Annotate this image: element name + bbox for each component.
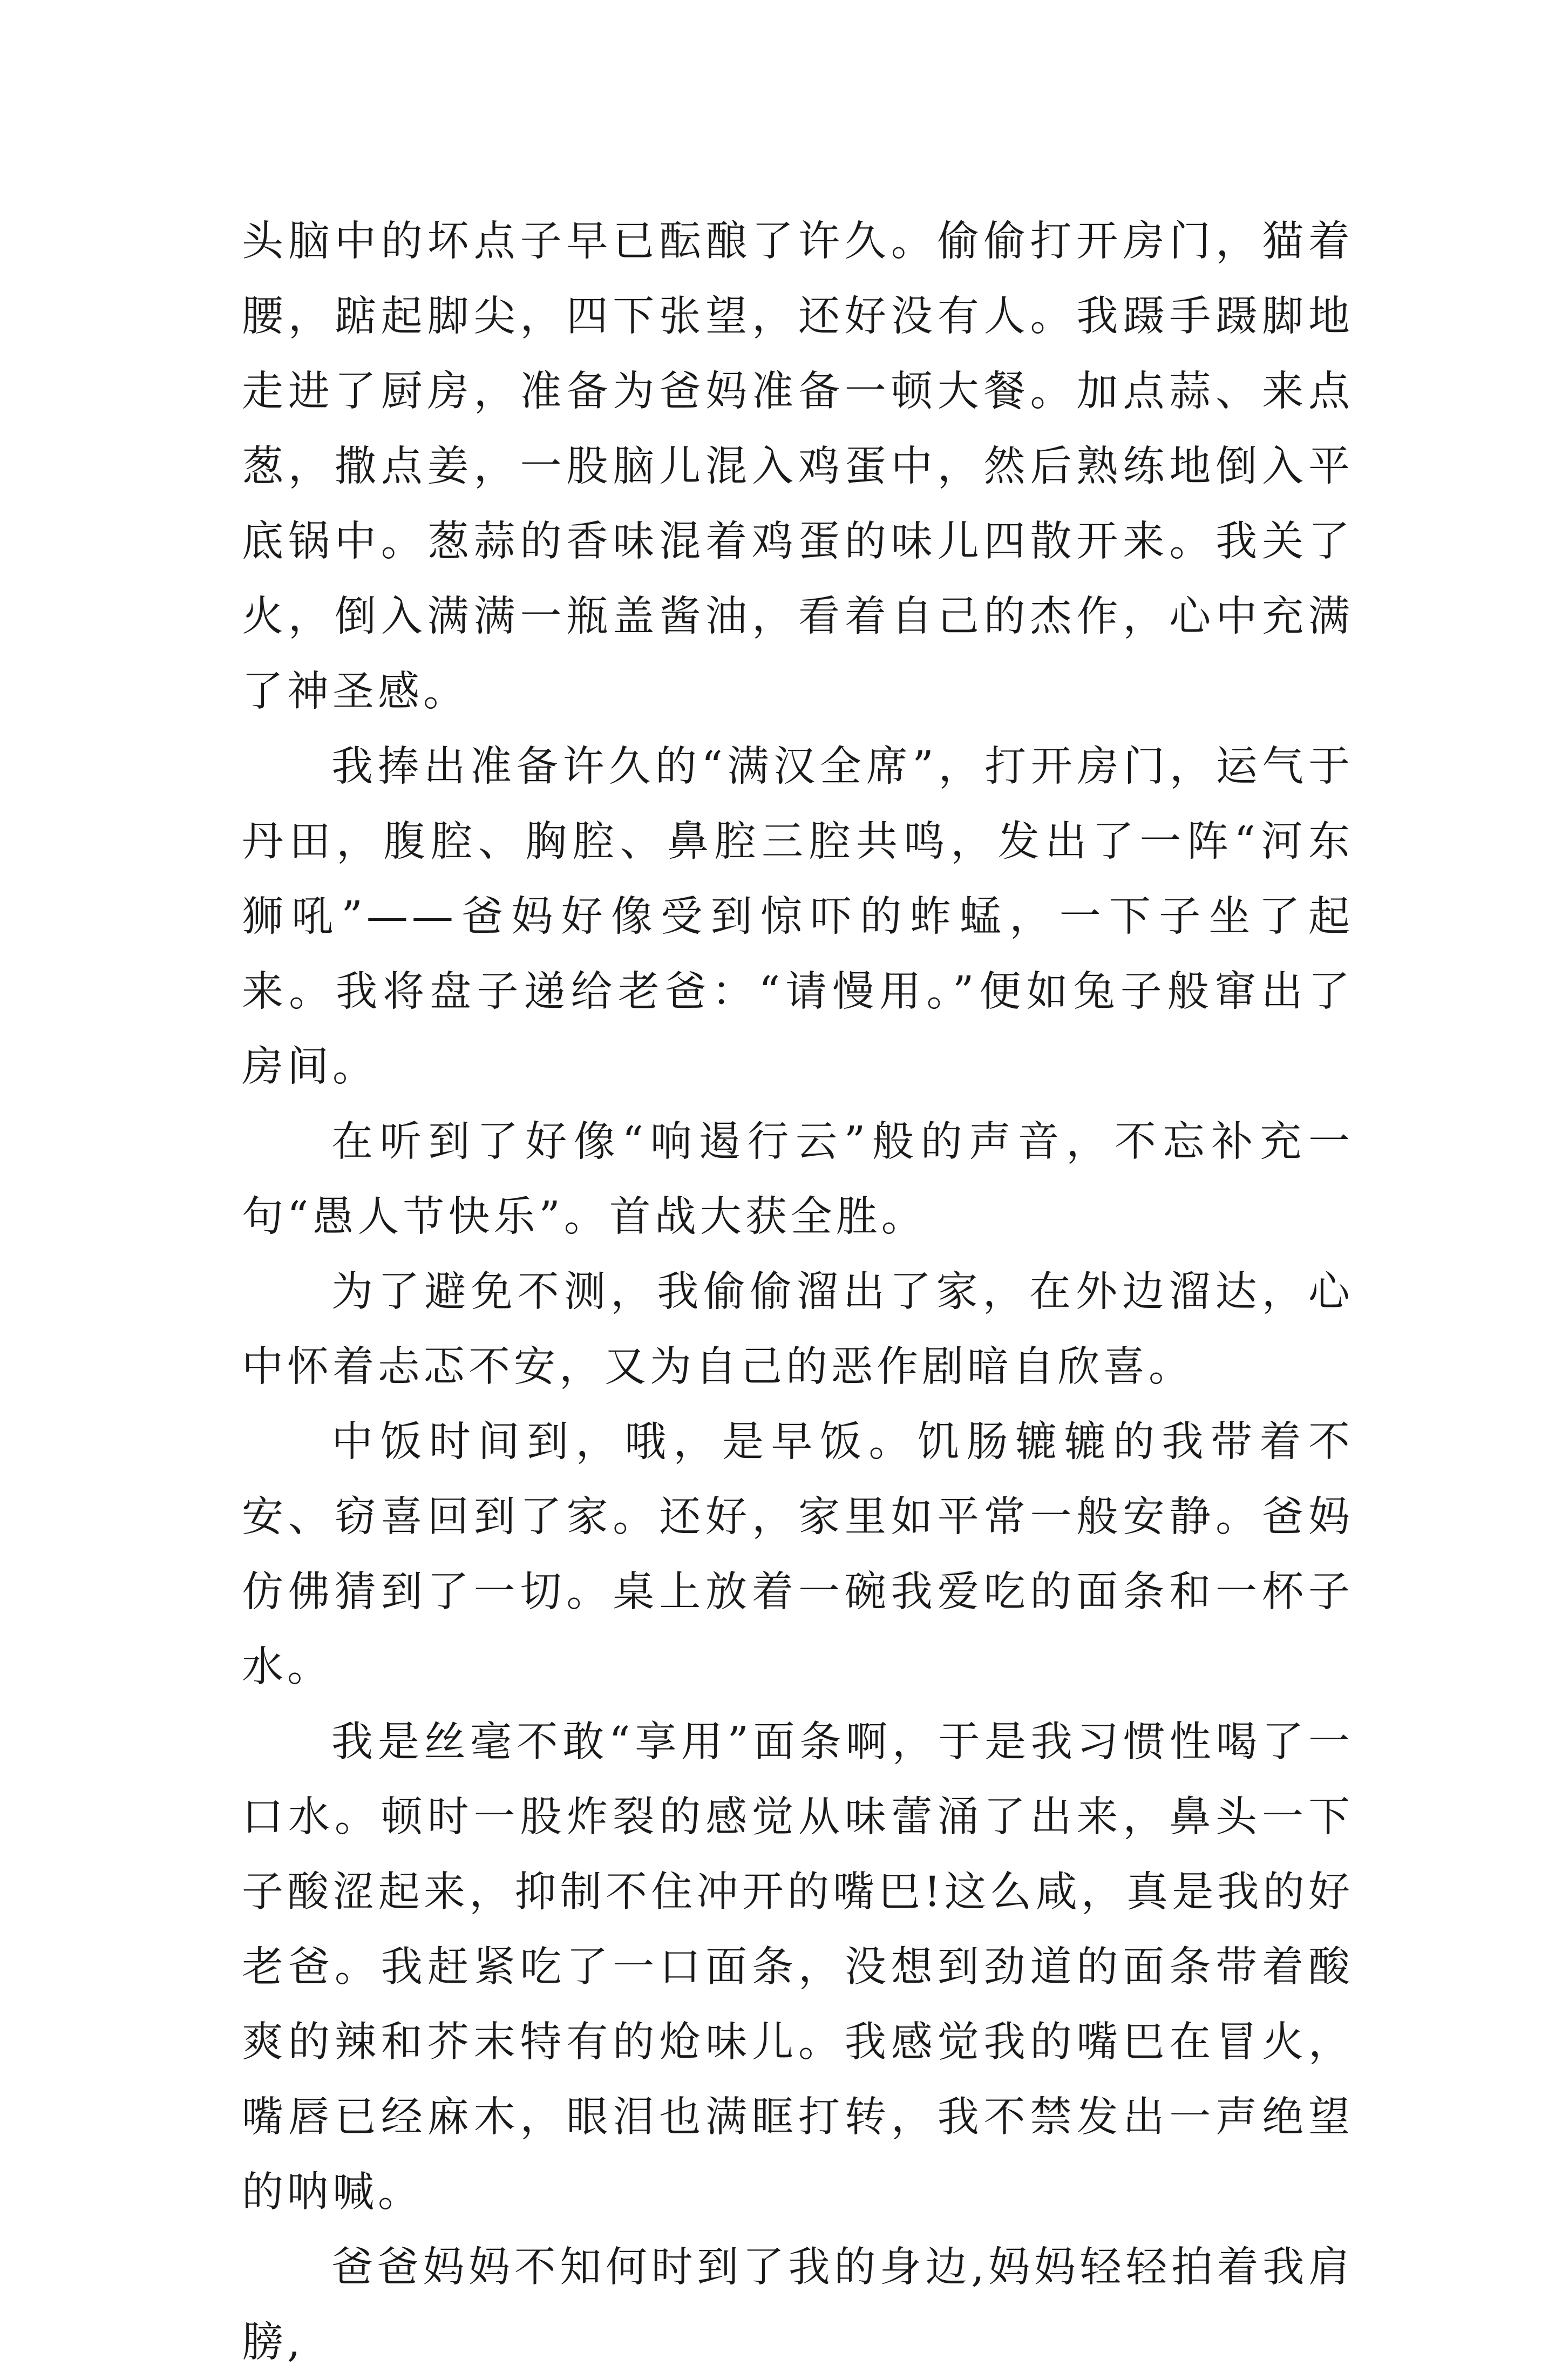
paragraph-1: 头脑中的坏点子早已酝酿了许久。偷偷打开房门，猫着腰，踮起脚尖，四下张望，还好没有人。我蹑手蹑脚地走进了厨房，准备为爸妈准备一顿大餐。加点蒜、来点葱，撒点姜，一股脑儿混入鸡蛋中，然后熟练地倒入平底锅中。葱蒜的香味混着鸡蛋的味儿四散开来。我关了火，倒入满满一瓶盖酱油，看着自己的杰作，心中充满了神圣感。 xyxy=(242,218,1354,716)
paragraph-2: 我捧出准备许久的“满汉全席”，打开房门，运气于丹田，腹腔、胸腔、鼻腔三腔共鸣，发出了一阵“河东狮吼”——爸妈好像受到惊吓的蚱蜢，一下子坐了起来。我将盘子递给老爸：“请慢用。”便如兔子般窜出了房间。 xyxy=(242,743,1354,1091)
document-body xyxy=(242,204,1354,2380)
paragraph-7: 爸爸妈妈不知何时到了我的身边,妈妈轻轻拍着我肩膀, xyxy=(242,2243,1354,2367)
paragraph-6: 我是丝毫不敢“享用”面条啊，于是我习惯性喝了一口水。顿时一股炸裂的感觉从味蕾涌了出来，鼻头一下子酸涩起来，抑制不住冲开的嘴巴!这么咸，真是我的好老爸。我赶紧吃了一口面条，没想到劲道的面条带着酸爽的辣和芥末特有的炝味儿。我感觉我的嘴巴在冒火，嘴唇已经麻木，眼泪也满眶打转，我不禁发出一声绝望的呐喊。 xyxy=(242,1718,1354,2216)
paragraph-3: 在听到了好像“响遏行云”般的声音，不忘补充一句“愚人节快乐”。首战大获全胜。 xyxy=(242,1118,1354,1241)
paragraph-5: 中饭时间到，哦，是早饭。饥肠辘辘的我带着不安、窃喜回到了家。还好，家里如平常一般安静。爸妈仿佛猜到了一切。桌上放着一碗我爱吃的面条和一杯子水。 xyxy=(242,1418,1354,1691)
paragraph-4: 为了避免不测，我偷偷溜出了家，在外边溜达，心中怀着忐忑不安，又为自己的恶作剧暗自欣喜。 xyxy=(242,1268,1354,1391)
